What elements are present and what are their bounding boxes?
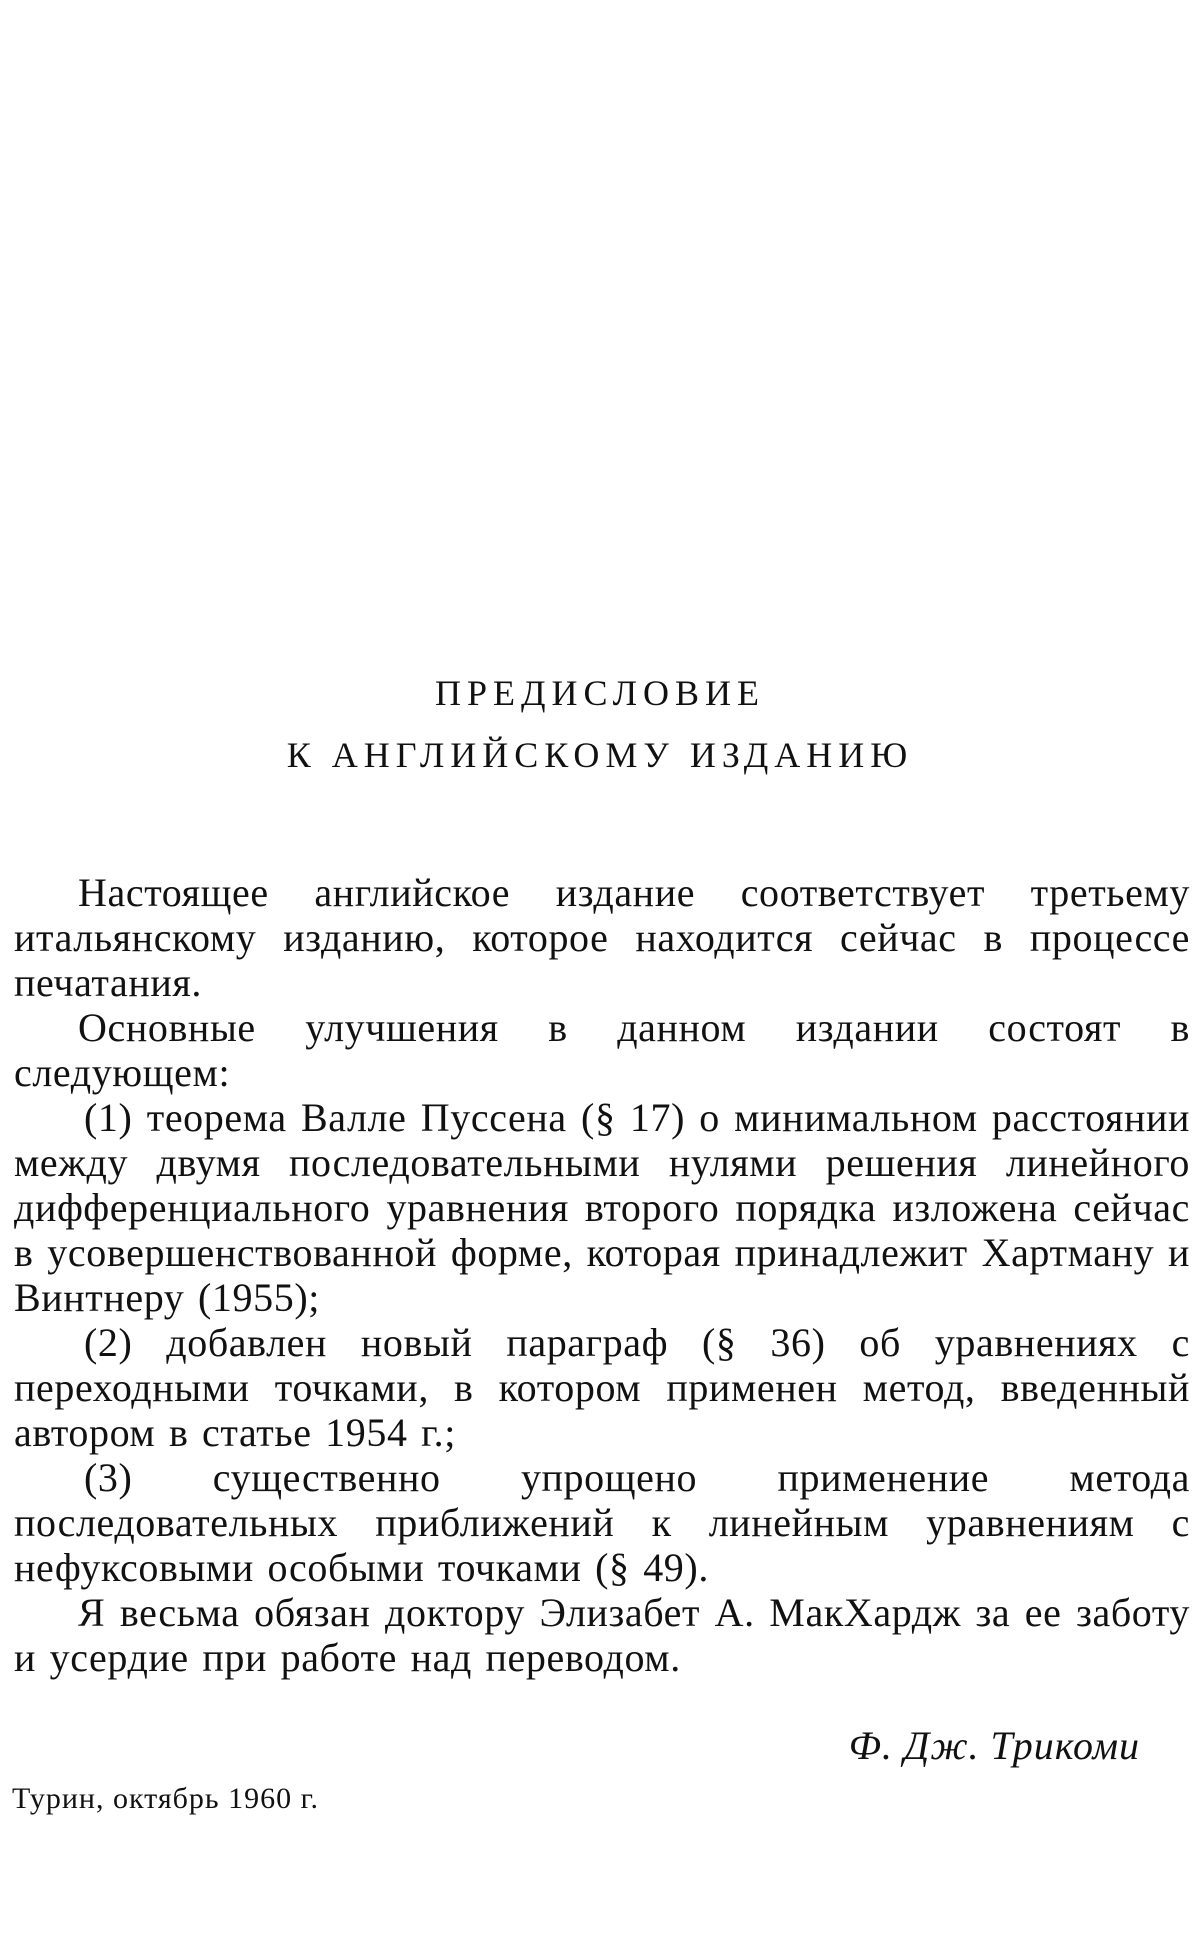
place-and-date: Турин, октябрь 1960 г. xyxy=(12,1782,319,1815)
paragraph-item-2: (2) добавлен новый параграф (§ 36) об уравнениях с переходными точками, в котором применен метод, введенный автором в статье 1954 г.; xyxy=(14,1320,1190,1455)
paragraph-item-1: (1) теорема Валле Пуссена (§ 17) о минимальном расстоянии между двумя последовательными нулями решения линейного дифференциального уравнения второго порядка изложена сейчас в усовершенствованной форме, которая принадлежит Хартману и Винтнеру (1955); xyxy=(14,1095,1190,1320)
paragraph-thanks: Я весьма обязан доктору Элизабет А. МакХардж за ее заботу и усердие при работе над переводом. xyxy=(14,1590,1190,1680)
paragraph-improvements: Основные улучшения в данном издании состоят в следующем: xyxy=(14,1005,1190,1095)
heading-subtitle: К АНГЛИЙСКОМУ ИЗДАНИЮ xyxy=(286,735,914,775)
paragraph-item-3: (3) существенно упрощено применение метода последовательных приближений к линейным уравнениям с нефуксовыми особыми точками (§ 49). xyxy=(14,1455,1190,1590)
author-signature: Ф. Дж. Трикоми xyxy=(848,1723,1140,1768)
heading-title: ПРЕДИСЛОВИЕ xyxy=(434,673,766,713)
preface-body xyxy=(14,870,1190,1680)
paragraph-intro: Настоящее английское издание соответствует третьему итальянскому изданию, которое находится сейчас в процессе печатания. xyxy=(14,870,1190,1005)
preface-heading xyxy=(0,662,1200,786)
